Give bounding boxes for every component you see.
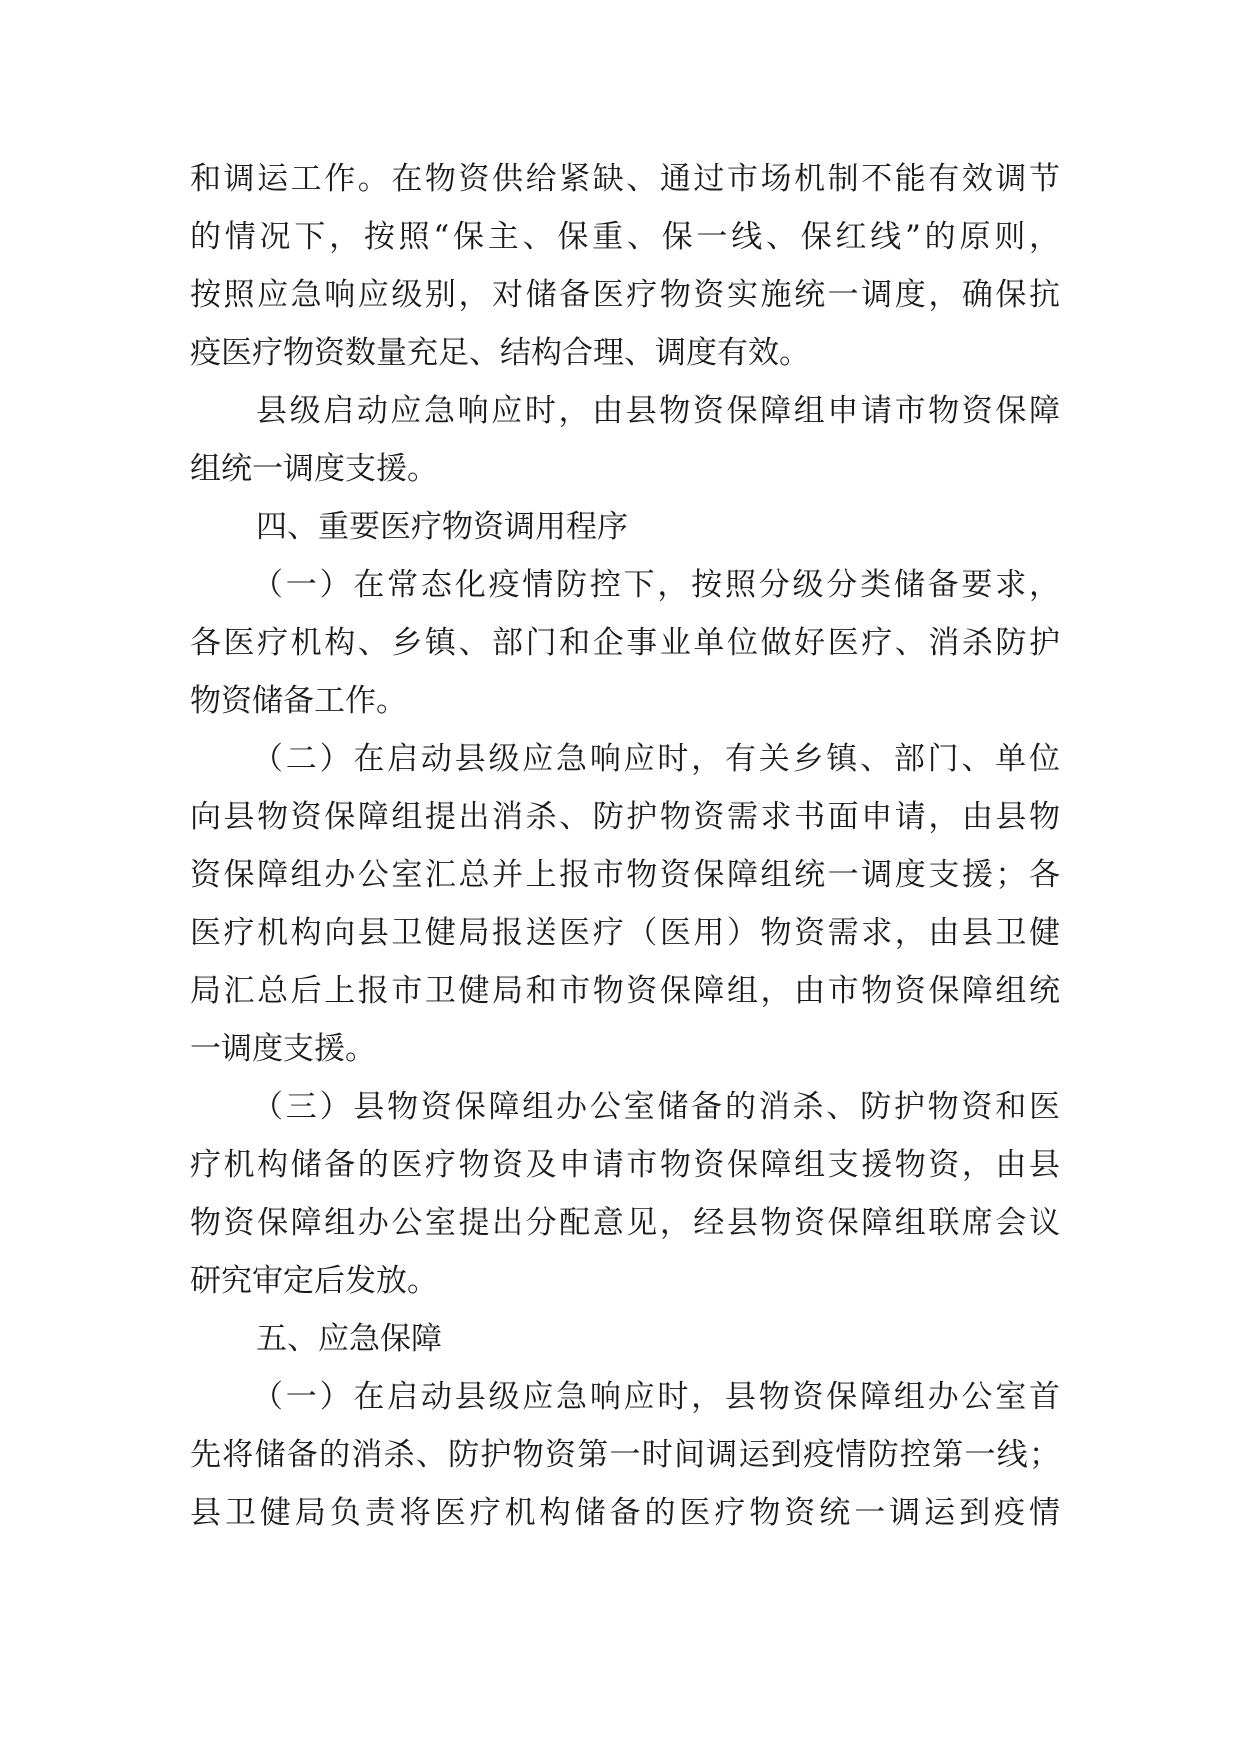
text-line: 物资保障组办公室提出分配意见，经县物资保障组联席会议 bbox=[190, 1205, 1060, 1241]
document-body bbox=[190, 150, 1060, 1542]
text-line: 组统一调度支援。 bbox=[190, 451, 438, 487]
text-line: 向县物资保障组提出消杀、防护物资需求书面申请，由县物 bbox=[190, 799, 1060, 835]
text-line: 和调运工作。在物资供给紧缺、通过市场机制不能有效调节 bbox=[190, 161, 1060, 197]
text-line: 局汇总后上报市卫健局和市物资保障组，由市物资保障组统 bbox=[190, 973, 1060, 1009]
section-heading: 五、应急保障 bbox=[256, 1321, 442, 1357]
text-line: 各医疗机构、乡镇、部门和企事业单位做好医疗、消杀防护 bbox=[190, 625, 1060, 661]
text-line: 县卫健局负责将医疗机构储备的医疗物资统一调运到疫情 bbox=[190, 1495, 1060, 1531]
text-line: 研究审定后发放。 bbox=[190, 1263, 438, 1299]
text-line: 的情况下，按照“保主、保重、保一线、保红线”的原则， bbox=[190, 219, 1060, 255]
text-line: 物资储备工作。 bbox=[190, 683, 407, 719]
text-line: 疗机构储备的医疗物资及申请市物资保障组支援物资，由县 bbox=[190, 1147, 1060, 1183]
text-line: 按照应急响应级别，对储备医疗物资实施统一调度，确保抗 bbox=[190, 277, 1060, 313]
text-line: 一调度支援。 bbox=[190, 1031, 376, 1067]
paragraph-start-line: （二）在启动县级应急响应时，有关乡镇、部门、单位 bbox=[252, 741, 1060, 777]
text-line: 疫医疗物资数量充足、结构合理、调度有效。 bbox=[190, 335, 810, 371]
text-line: 资保障组办公室汇总并上报市物资保障组统一调度支援；各 bbox=[190, 857, 1060, 893]
text-line: 先将储备的消杀、防护物资第一时间调运到疫情防控第一线； bbox=[190, 1437, 1060, 1473]
paragraph-start-line: （一）在启动县级应急响应时，县物资保障组办公室首 bbox=[252, 1379, 1060, 1415]
paragraph-start-line: （一）在常态化疫情防控下，按照分级分类储备要求， bbox=[252, 567, 1060, 603]
text-line: 医疗机构向县卫健局报送医疗（医用）物资需求，由县卫健 bbox=[190, 915, 1060, 951]
section-heading: 四、重要医疗物资调用程序 bbox=[256, 509, 628, 545]
paragraph-start-line: 县级启动应急响应时，由县物资保障组申请市物资保障 bbox=[256, 393, 1060, 429]
paragraph-start-line: （三）县物资保障组办公室储备的消杀、防护物资和医 bbox=[252, 1089, 1060, 1125]
